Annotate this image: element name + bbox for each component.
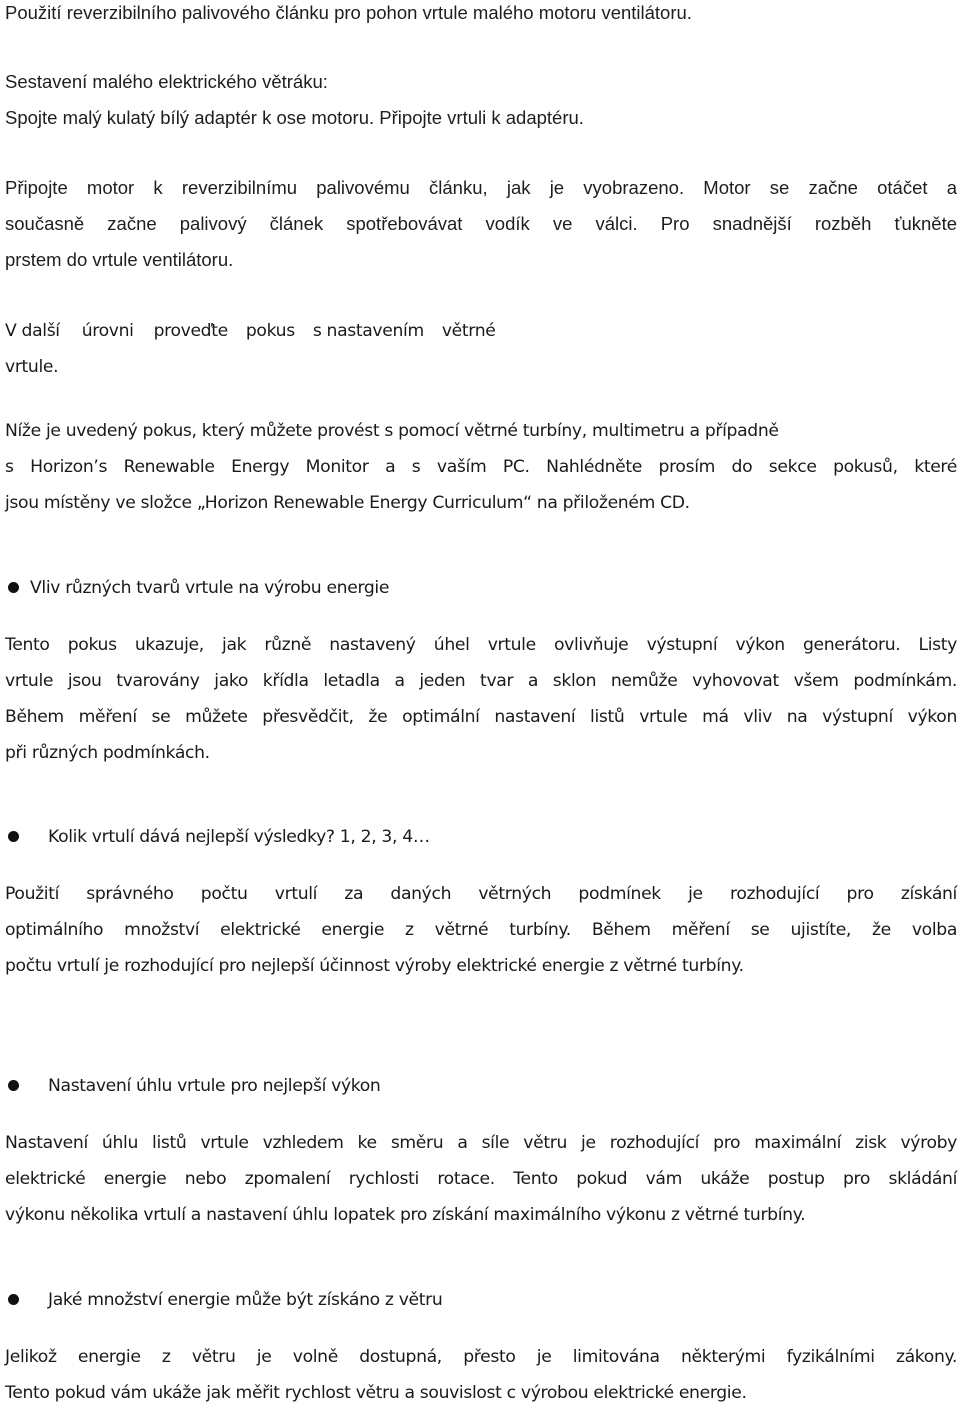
section-line: Použití správného počtu vrtulí za daných větrných podmínek je rozhodující pro získání	[5, 884, 957, 904]
bullet-heading: Jaké množství energie může být získáno z větru	[48, 1290, 443, 1310]
section-line: vrtule jsou tvarovány jako křídla letadla a jeden tvar a sklon nemůže vyhovovat všem podmínkám.	[5, 671, 957, 691]
section-line: Nastavení úhlu listů vrtule vzhledem ke směru a síle větru je rozhodující pro maximální zisk výroby	[5, 1133, 957, 1153]
section-line: Jelikož energie z větru je volně dostupná, přesto je limitována některými fyzikálními zákony.	[5, 1347, 957, 1367]
intro-paragraph	[5, 0, 957, 31]
next-level-paragraph	[5, 313, 565, 385]
word: úrovni	[81, 321, 134, 341]
experiment-note-line: s Horizon’s Renewable Energy Monitor a s vaším PC. Nahlédněte prosím do sekce pokusů, které	[5, 457, 957, 477]
assembly-step: Spojte malý kulatý bílý adaptér k ose motoru. Připojte vrtuli k adaptéru.	[5, 107, 584, 128]
bullet-icon	[8, 582, 19, 593]
bullet-item	[5, 570, 957, 606]
bullet-item	[5, 1068, 957, 1104]
bullet-heading: Kolik vrtulí dává nejlepší výsledky? 1, 2, 3, 4…	[48, 827, 430, 847]
intro-line: Použití reverzibilního palivového článku pro pohon vrtule malého motoru ventilátoru.	[5, 2, 692, 23]
section-line: počtu vrtulí je rozhodující pro nejlepší účinnost výroby elektrické energie z větrné turbíny.	[5, 956, 744, 976]
connect-line: současně začne palivový článek spotřebovávat vodík ve válci. Pro snadnější rozběh ťukněte	[5, 213, 957, 234]
experiment-note-paragraph	[5, 413, 957, 521]
experiment-note-line: Níže je uvedený pokus, který můžete provést s pomocí větrné turbíny, multimetru a případně	[5, 421, 779, 441]
word: větrné	[441, 321, 496, 341]
bullet-icon	[8, 1294, 19, 1305]
word: proveďte	[153, 321, 228, 341]
bullet-icon	[8, 831, 19, 842]
bullet-heading: Nastavení úhlu vrtule pro nejlepší výkon	[48, 1076, 381, 1096]
section-line: Tento pokus ukazuje, jak různě nastavený úhel vrtule ovlivňuje výstupní výkon generátoru. Listy	[5, 635, 957, 655]
assembly-heading: Sestavení malého elektrického větráku:	[5, 71, 328, 92]
section-line: Tento pokud vám ukáže jak měřit rychlost větru a souvislost c výrobou elektrické energie.	[5, 1383, 747, 1403]
bullet-item	[5, 819, 957, 855]
connect-paragraph	[5, 170, 957, 278]
section-paragraph	[5, 627, 957, 771]
experiment-note-line: jsou místěny ve složce „Horizon Renewable Energy Curriculum“ na přiloženém CD.	[5, 493, 690, 513]
section-paragraph	[5, 876, 957, 984]
word: pokus	[245, 321, 295, 341]
section-paragraph	[5, 1125, 957, 1233]
next-level-line: vrtule.	[5, 357, 59, 377]
connect-line: prstem do vrtule ventilátoru.	[5, 249, 234, 270]
bullet-heading: Vliv různých tvarů vrtule na výrobu energie	[30, 578, 390, 598]
bullet-icon	[8, 1080, 19, 1091]
section-paragraph	[5, 1339, 957, 1411]
assembly-paragraph	[5, 64, 957, 136]
section-line: při různých podmínkách.	[5, 743, 210, 763]
section-line: elektrické energie nebo zpomalení rychlosti rotace. Tento pokud vám ukáže postup pro skládání	[5, 1169, 957, 1189]
section-line: Během měření se můžete přesvědčit, že optimální nastavení listů vrtule má vliv na výstupní výkon	[5, 707, 957, 727]
word: s nastavením	[312, 321, 424, 341]
next-level-line	[5, 313, 565, 349]
section-line: optimálního množství elektrické energie z větrné turbíny. Během měření se ujistíte, že volba	[5, 920, 957, 940]
connect-line: Připojte motor k reverzibilnímu palivovému článku, jak je vyobrazeno. Motor se začne otáčet a	[5, 177, 957, 198]
bullet-item	[5, 1282, 957, 1318]
section-line: výkonu několika vrtulí a nastavení úhlu lopatek pro získání maximálního výkonu z větrné turbíny.	[5, 1205, 806, 1225]
word: V další	[5, 321, 60, 341]
